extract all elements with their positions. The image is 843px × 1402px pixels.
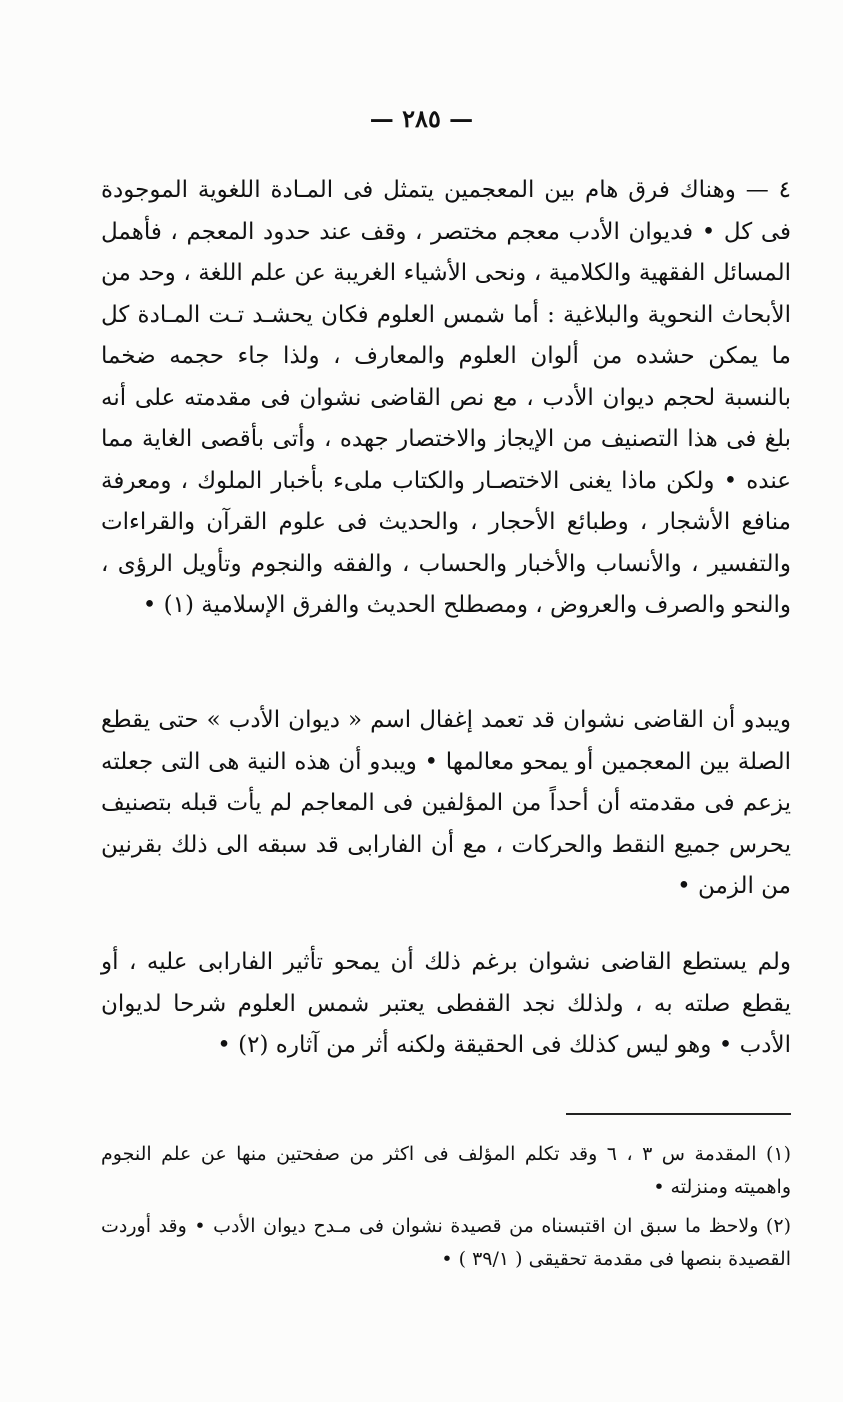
paragraph-influence: ولم يستطع القاضى نشوان برغم ذلك أن يمحو تأثير الفارابى عليه ، أو يقطع صلته به ، ولذلك نجد القفطى يعتبر شمس العلوم شرحا لديوان الأدب • وهو ليس كذلك فى الحقيقة ولكنه أثر من آثاره (٢) • (101, 949, 791, 1058)
footnote-1: (١) المقدمة س ٣ ، ٦ وقد تكلم المؤلف فى اكثر من صفحتين منها عن علم النجوم واهميته ومنزلته • (101, 1143, 791, 1198)
page-number: — ٢٨٥ — (369, 104, 474, 133)
footnotes-section (101, 1138, 791, 1282)
footnote-2: (٢) ولاحظ ما سبق ان اقتبسناه من قصيدة نشوان فى مـدح ديوان الأدب • وقد أوردت القصيدة بنصها فى مقدمة تحقيقى ( ٣٩/١ ) • (101, 1215, 791, 1270)
paragraph-differences: ٤ — وهناك فرق هام بين المعجمين يتمثل فى المـادة اللغوية الموجودة فى كل • فديوان الأدب معجم مختصر ، وقف عند حدود المعجم ، فأهمل المسائل الفقهية والكلامية ، ونحى الأشياء الغريبة عن علم اللغة ، وحد من الأبحاث النحوية والبلاغية : أما شمس العلوم فكان يحشـد تـت المـادة كل ما يمكن حشده من ألوان العلوم والمعارف ، ولذا جاء حجمه ضخما بالنسبة لحجم ديوان الأدب ، مع نص القاضى نشوان فى مقدمته على أنه بلغ فى هذا التصنيف من الإيجاز والاختصار جهده ، وأتى بأقصى الغاية مما عنده • ولكن ماذا يغنى الاختصـار والكتاب ملىء بأخبار الملوك ، ومعرفة منافع الأشجار ، وطبائع الأحجار ، والحديث فى علوم القرآن والقراءات والتفسير ، والأنساب والأخبار والحساب ، والفقه والنجوم وتأويل الرؤى ، والنحو والصرف والعروض ، ومصطلح الحديث والفرق الإسلامية (١) • (101, 177, 791, 618)
footnote-divider (566, 1113, 791, 1115)
paragraph-omission: ويبدو أن القاضى نشوان قد تعمد إغفال اسم « ديوان الأدب » حتى يقطع الصلة بين المعجمين أو يمحو معالمها • ويبدو أن هذه النية هى التى جعلته يزعم فى مقدمته أن أحداً من المؤلفين فى المعاجم لم يأت قبله بتصنيف يحرس جميع النقط والحركات ، مع أن الفارابى قد سبقه الى ذلك بقرنين من الزمن • (101, 707, 791, 899)
